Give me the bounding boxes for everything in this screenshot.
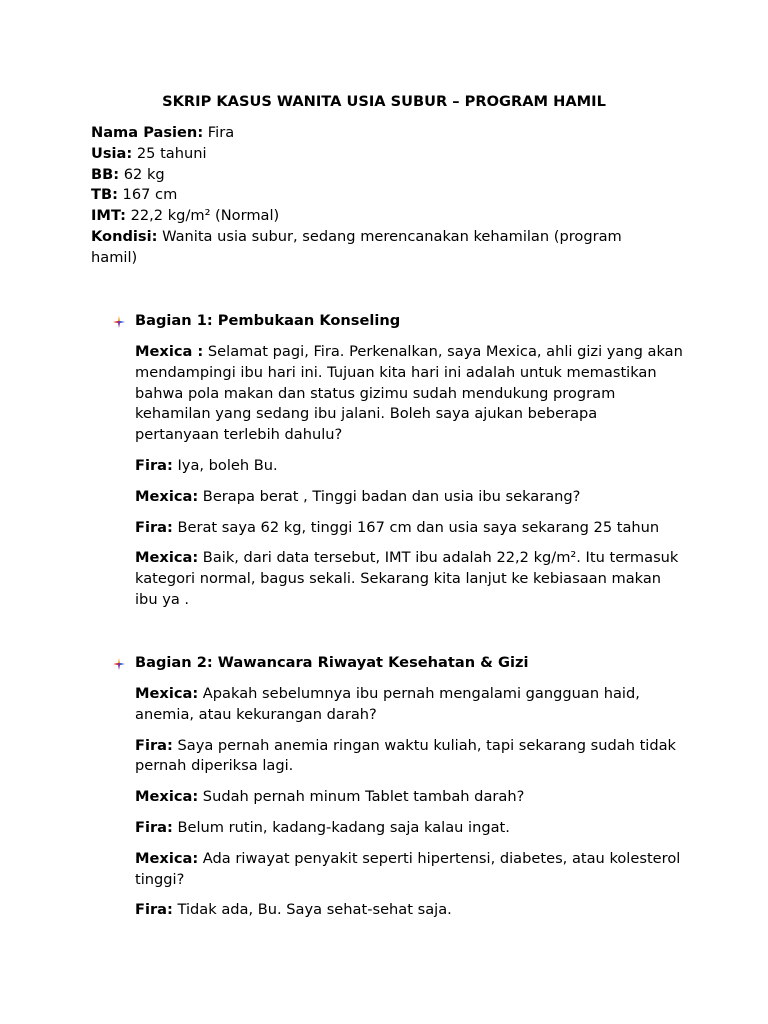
dialog-line <box>135 900 683 921</box>
dialog-text: Berapa berat , Tinggi badan dan usia ibu sekarang? <box>198 487 581 505</box>
dialog-line <box>135 818 683 839</box>
patient-name-value: Fira <box>203 124 235 141</box>
speaker-label: Mexica: <box>135 685 199 702</box>
patient-condition-line <box>91 227 671 269</box>
dialog-line <box>135 787 683 808</box>
section-1 <box>113 311 683 621</box>
four-point-star-bullet-icon <box>113 658 125 670</box>
patient-age-line <box>91 144 671 165</box>
dialog-text: Sudah pernah minum Tablet tambah darah? <box>198 788 525 806</box>
patient-height-label: TB: <box>91 186 118 204</box>
speaker-label: Mexica: <box>135 487 199 505</box>
dialog-text: Tidak ada, Bu. Saya sehat-sehat saja. <box>172 901 452 919</box>
page-title: SKRIP KASUS WANITA USIA SUBUR – PROGRAM HAMIL <box>162 93 606 110</box>
section-2 <box>113 653 683 931</box>
dialog-line <box>135 684 683 726</box>
dialog-text: Belum rutin, kadang-kadang saja kalau ingat. <box>172 818 510 836</box>
patient-condition-value: Wanita usia subur, sedang merencanakan kehamilan (program hamil) <box>91 227 622 266</box>
speaker-label: Mexica: <box>135 549 199 567</box>
section-2-heading <box>113 653 683 674</box>
dialog-line <box>135 849 683 891</box>
patient-weight-label: BB: <box>91 165 120 183</box>
patient-age-value: 25 tahuni <box>132 144 207 162</box>
dialog-line <box>135 487 683 508</box>
patient-height-value: 167 cm <box>117 186 178 204</box>
speaker-label: Fira: <box>135 736 173 754</box>
patient-bmi-line <box>91 206 671 227</box>
patient-age-label: Usia: <box>91 144 133 162</box>
four-point-star-bullet-icon <box>113 316 125 328</box>
section-1-heading-text: Bagian 1: Pembukaan Konseling <box>135 312 401 329</box>
dialog-text: Apakah sebelumnya ibu pernah mengalami gangguan haid, anemia, atau kekurangan darah? <box>135 685 640 723</box>
dialog-line <box>135 342 683 446</box>
patient-condition-label: Kondisi: <box>91 227 158 245</box>
dialog-text: Saya pernah anemia ringan waktu kuliah, tapi sekarang sudah tidak pernah diperiksa lagi. <box>135 736 677 775</box>
speaker-label: Fira: <box>135 818 173 836</box>
section-2-heading-text: Bagian 2: Wawancara Riwayat Kesehatan & Gizi <box>135 654 529 671</box>
patient-bmi-value: 22,2 kg/m² (Normal) <box>125 207 280 225</box>
speaker-label: Mexica: <box>135 788 199 806</box>
patient-info <box>91 123 671 269</box>
dialog-line <box>135 736 683 778</box>
dialog-text: Baik, dari data tersebut, IMT ibu adalah 22,2 kg/m². Itu termasuk kategori normal, bagus sekali. Sekarang kita lanjut ke kebiasaan makan ibu ya . <box>135 549 679 608</box>
patient-height-line <box>91 185 671 206</box>
speaker-label: Mexica : <box>135 343 204 360</box>
speaker-label: Fira: <box>135 901 173 919</box>
patient-weight-line <box>91 165 671 186</box>
patient-bmi-label: IMT: <box>91 207 126 225</box>
speaker-label: Fira: <box>135 518 173 536</box>
dialog-line <box>135 548 683 610</box>
dialog-text: Berat saya 62 kg, tinggi 167 cm dan usia saya sekarang 25 tahun <box>172 518 660 536</box>
patient-weight-value: 62 kg <box>119 165 165 183</box>
dialog-text: Ada riwayat penyakit seperti hipertensi, diabetes, atau kolesterol tinggi? <box>135 849 681 888</box>
dialog-line <box>135 456 683 477</box>
patient-name-label: Nama Pasien: <box>91 124 204 141</box>
section-1-heading <box>113 311 683 332</box>
patient-name-line <box>91 123 671 144</box>
dialog-line <box>135 518 683 539</box>
dialog-text: Selamat pagi, Fira. Perkenalkan, saya Mexica, ahli gizi yang akan mendampingi ibu hari ini. Tujuan kita hari ini adalah untuk memastikan bahwa pola makan dan status gizimu sudah mendukung program kehamilan yang sedang ibu jalani. Boleh saya ajukan beberapa pertanyaan terlebih dahulu? <box>135 343 683 444</box>
speaker-label: Fira: <box>135 456 173 474</box>
speaker-label: Mexica: <box>135 849 199 867</box>
dialog-text: Iya, boleh Bu. <box>172 456 278 474</box>
